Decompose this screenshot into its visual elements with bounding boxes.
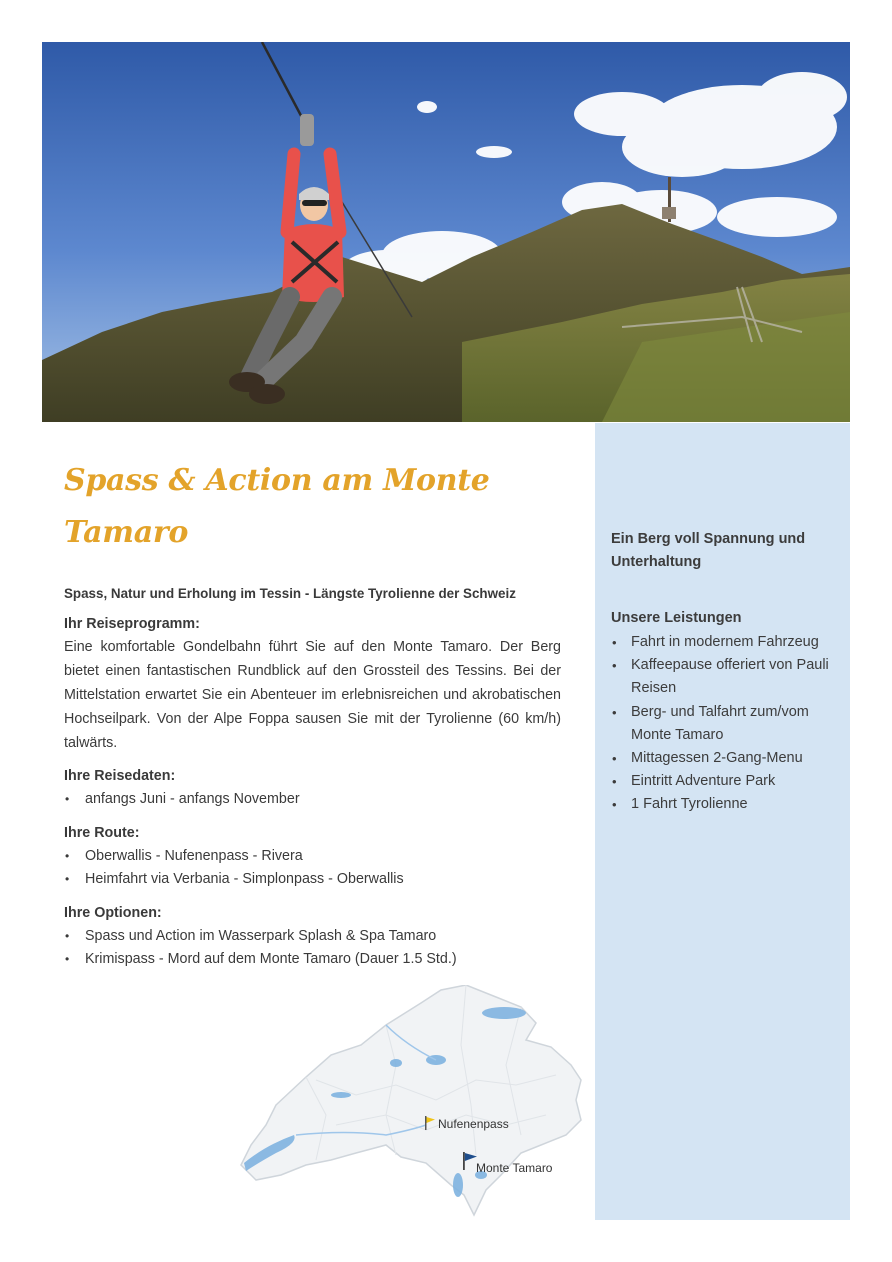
sidebar-heading: Ein Berg voll Spannung und Unterhaltung [611,531,806,570]
program-text: Eine komfortable Gondelbahn führt Sie auf den Monte Tamaro. Der Berg bietet einen fantastischen Rundblick auf den Grossteil des Tessins. Bei der Mittelstation erwartet Sie ein Abenteuer im erlebnisreichen und akrobatischen Hochseilpark. Von der Alpe Foppa sausen Sie mit der Tyrolienne (60 km/h) talwärts. [64,639,561,751]
list-item: • Mittagessen 2-Gang-Menu [611,747,841,770]
list-item: • Spass und Action im Wasserpark Splash & Spa Tamaro [64,925,561,949]
list-item: • 1 Fahrt Tyrolienne [611,793,841,816]
hero-photo [42,42,850,422]
list-item: • Oberwallis - Nufenenpass - Rivera [64,845,561,869]
services-list [611,631,841,817]
list-item: • Heimfahrt via Verbania - Simplonpass - Oberwallis [64,868,561,892]
services-title: Unsere Leistungen [611,610,742,626]
route-list [64,845,561,892]
page-subtitle: Spass, Natur und Erholung im Tessin - Längste Tyrolienne der Schweiz [64,586,516,601]
options-title: Ihre Optionen: [64,904,162,921]
map-outline [236,985,596,1220]
list-item: • Eintritt Adventure Park [611,770,841,793]
zipline-photo-illustration [42,42,850,422]
options-list [64,925,561,972]
main-content [64,455,561,972]
page-title: Spass & Action am Monte Tamaro [64,463,490,550]
list-item: • Fahrt in modernem Fahrzeug [611,631,841,654]
list-item: • Kaffeepause offeriert von Pauli Reisen [611,654,841,700]
route-title: Ihre Route: [64,824,140,841]
map-label-monte-tamaro: Monte Tamaro [476,1161,553,1175]
info-sidebar [595,423,850,1220]
map-label-nufenenpass: Nufenenpass [438,1117,509,1131]
program-title: Ihr Reiseprogramm: [64,616,200,632]
yellow-flag-icon [424,1116,436,1130]
switzerland-map [236,985,596,1220]
dates-list [64,788,561,812]
dates-title: Ihre Reisedaten: [64,768,176,784]
list-item: • Krimispass - Mord auf dem Monte Tamaro (Dauer 1.5 Std.) [64,948,561,972]
list-item: • anfangs Juni - anfangs November [64,788,561,812]
list-item: • Berg- und Talfahrt zum/vom Monte Tamaro [611,701,841,747]
